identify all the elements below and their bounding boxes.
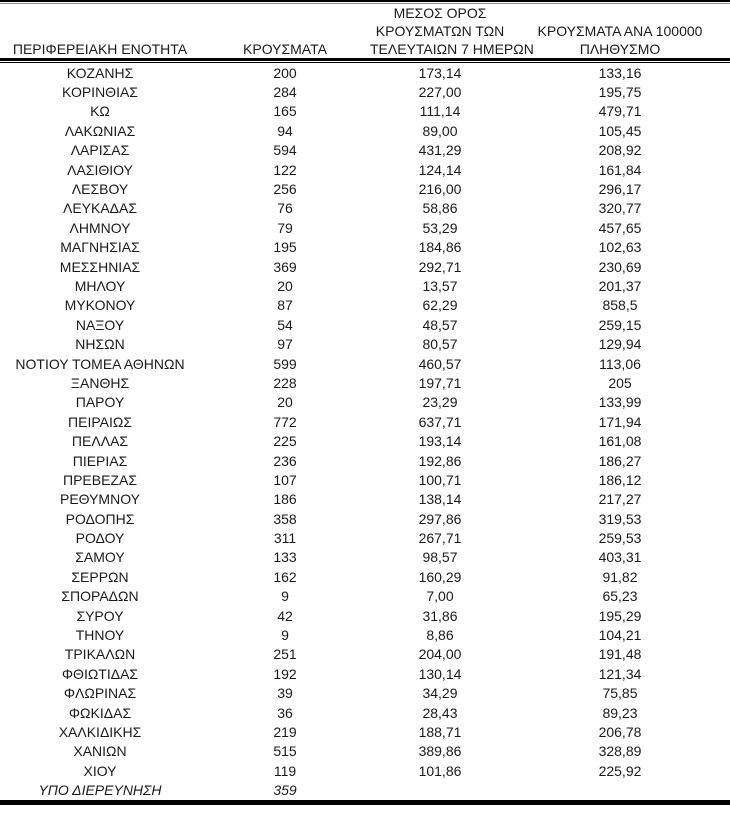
region-cell: ΧΑΛΚΙΔΙΚΗΣ [58,723,142,740]
region-cell: ΝΟΤΙΟΥ ΤΟΜΕΑ ΑΘΗΝΩΝ [15,355,185,372]
cases-cell: 772 [273,413,297,430]
per100k-cell: 186,27 [598,452,642,469]
cases-cell: 165 [273,103,297,120]
region-cell: ΠΕΛΛΑΣ [71,433,129,450]
header-avg-7day-line2: ΚΡΟΥΣΜΑΤΩΝ ΤΩΝ [375,23,505,39]
avg7-cell: 124,14 [418,161,462,178]
cases-cell: 599 [273,355,297,372]
per100k-cell: 91,82 [602,568,638,585]
region-cell: ΤΡΙΚΑΛΩΝ [64,646,136,663]
table-row [0,664,730,683]
per100k-cell: 89,23 [602,704,638,721]
avg7-cell: 216,00 [418,181,462,198]
avg7-cell: 28,43 [422,704,458,721]
table-row [0,587,730,606]
cases-cell: 251 [273,646,297,663]
per100k-cell: 208,92 [598,142,642,159]
cases-cell: 9 [281,627,289,644]
avg7-cell: 193,14 [418,433,462,450]
region-cell: ΜΑΓΝΗΣΙΑΣ [60,239,140,256]
table-row [0,742,730,761]
table-bottom-border [0,800,730,805]
avg7-cell: 100,71 [418,471,462,488]
region-cell: ΛΕΣΒΟΥ [71,181,129,198]
table-body [0,63,730,800]
per100k-cell: 259,15 [598,316,642,333]
avg7-cell: 62,29 [422,297,458,314]
header-per-100k-line1: ΚΡΟΥΣΜΑΤΑ ΑΝΑ 100000 [537,23,703,39]
per100k-cell: 403,31 [598,549,642,566]
cases-cell: 9 [281,588,289,605]
cases-cell: 311 [273,530,297,547]
table-row [0,276,730,295]
table-row [0,761,730,780]
per100k-cell: 296,17 [598,181,642,198]
table-row [0,567,730,586]
header-per-100k [510,22,730,59]
cases-cell: 359 [273,782,297,799]
per100k-cell: 205 [608,374,632,391]
cases-cell: 162 [273,568,297,585]
avg7-cell: 130,14 [418,665,462,682]
region-cell: ΚΟΖΑΝΗΣ [66,64,134,81]
region-cell: ΛΕΥΚΑΔΑΣ [62,200,138,217]
table-row [0,412,730,431]
per100k-cell: 133,16 [598,64,642,81]
table-row [0,606,730,625]
table-row [0,354,730,373]
cases-cell: 42 [277,607,293,624]
per100k-cell: 102,63 [598,239,642,256]
cases-cell: 87 [277,297,293,314]
cases-cell: 236 [273,452,297,469]
cases-cell: 284 [273,84,297,101]
table-row [0,625,730,644]
per100k-cell: 206,78 [598,723,642,740]
table-row [0,141,730,160]
per100k-cell: 195,75 [598,84,642,101]
per100k-cell: 328,89 [598,743,642,760]
per100k-cell: 129,94 [598,336,642,353]
region-cell: ΠΡΕΒΕΖΑΣ [62,471,137,488]
region-cell: ΛΑΡΙΣΑΣ [70,142,130,159]
header-avg-7day-line3: ΤΕΛΕΥΤΑΙΩΝ 7 ΗΜΕΡΩΝ [370,41,534,57]
region-cell: ΠΙΕΡΙΑΣ [72,452,128,469]
region-cell: ΝΑΞΟΥ [75,316,125,333]
avg7-cell: 138,14 [418,491,462,508]
per100k-cell: 105,45 [598,122,642,139]
cases-cell: 195 [273,239,297,256]
region-cell: ΡΟΔΟΠΗΣ [65,510,135,527]
region-cell: ΛΑΚΩΝΙΑΣ [64,122,136,139]
region-cell: ΤΗΝΟΥ [75,627,125,644]
per100k-cell: 259,53 [598,530,642,547]
cases-cell: 119 [273,762,297,779]
avg7-cell: 637,71 [418,413,462,430]
cases-cell: 20 [277,394,293,411]
header-cases: ΚΡΟΥΣΜΑΤΑ [243,41,327,57]
region-cell: ΠΕΙΡΑΙΩΣ [68,413,132,430]
region-cell: ΡΟΔΟΥ [75,530,125,547]
header-regional-unit: ΠΕΡΙΦΕΡΕΙΑΚΗ ΕΝΟΤΗΤΑ [12,41,188,57]
cases-cell: 97 [277,336,293,353]
table-row [0,548,730,567]
region-cell: ΜΕΣΣΗΝΙΑΣ [59,258,141,275]
cases-cell: 76 [277,200,293,217]
cases-cell: 107 [273,471,297,488]
avg7-cell: 89,00 [422,122,458,139]
region-cell: ΠΑΡΟΥ [75,394,125,411]
cases-cell: 594 [273,142,297,159]
avg7-cell: 188,71 [418,723,462,740]
table-row [0,179,730,198]
table-row [0,373,730,392]
avg7-cell: 23,29 [422,394,458,411]
cases-cell: 122 [273,161,297,178]
table-row [0,451,730,470]
cases-cell: 358 [273,510,297,527]
table-row [0,63,730,82]
header-avg-7day-line1: ΜΕΣΟΣ ΟΡΟΣ [393,5,487,21]
region-cell: ΣΥΡΟΥ [76,607,124,624]
avg7-cell: 227,00 [418,84,462,101]
table-row [0,257,730,276]
table-row [0,121,730,140]
cases-cell: 369 [273,258,297,275]
region-cell: ΣΑΜΟΥ [75,549,125,566]
table-row [0,780,730,799]
cases-cell: 94 [277,122,293,139]
per100k-cell: 217,27 [598,491,642,508]
cases-cell: 256 [273,181,297,198]
per100k-cell: 104,21 [598,627,642,644]
avg7-cell: 98,57 [422,549,458,566]
avg7-cell: 13,57 [422,277,458,294]
table-row [0,509,730,528]
cases-cell: 133 [273,549,297,566]
region-cell: ΛΗΜΝΟΥ [69,219,131,236]
cases-cell: 219 [273,723,297,740]
table-row [0,296,730,315]
avg7-cell: 292,71 [418,258,462,275]
table-row [0,645,730,664]
avg7-cell: 53,29 [422,219,458,236]
table-row [0,431,730,450]
region-cell: ΚΟΡΙΝΘΙΑΣ [62,84,138,101]
per100k-cell: 121,34 [598,665,642,682]
per100k-cell: 65,23 [602,588,638,605]
cases-cell: 186 [273,491,297,508]
table-row [0,160,730,179]
table-row [0,238,730,257]
per100k-cell: 858,5 [602,297,638,314]
per100k-cell: 186,12 [598,471,642,488]
per100k-cell: 191,48 [598,646,642,663]
per100k-cell: 230,69 [598,258,642,275]
region-cell: ΣΕΡΡΩΝ [71,568,129,585]
region-cell: ΝΗΣΩΝ [75,336,125,353]
avg7-cell: 111,14 [419,103,461,120]
per100k-cell: 479,71 [598,103,642,120]
region-cell: ΚΩ [90,103,110,120]
region-cell: ΣΠΟΡΑΔΩΝ [61,588,139,605]
cases-cell: 515 [273,743,297,760]
cases-cell: 79 [277,219,293,236]
avg7-cell: 80,57 [422,336,458,353]
table-row [0,470,730,489]
per100k-cell: 133,99 [598,394,642,411]
avg7-cell: 101,86 [418,762,462,779]
cases-cell: 225 [273,433,297,450]
table-row [0,82,730,101]
per100k-cell: 457,65 [598,219,642,236]
per100k-cell: 171,94 [598,413,642,430]
per100k-cell: 319,53 [598,510,642,527]
per100k-cell: 320,77 [598,200,642,217]
avg7-cell: 184,86 [418,239,462,256]
per100k-cell: 161,08 [598,433,642,450]
per100k-cell: 195,29 [598,607,642,624]
header-avg-7day [370,4,534,59]
table-row [0,703,730,722]
region-cell: ΧΙΟΥ [83,762,117,779]
table-row [0,393,730,412]
cases-cell: 54 [277,316,293,333]
region-cell: ΜΗΛΟΥ [74,277,126,294]
per100k-cell: 161,84 [598,161,642,178]
per100k-cell: 225,92 [598,762,642,779]
avg7-cell: 7,00 [426,588,454,605]
avg7-cell: 58,86 [422,200,458,217]
avg7-cell: 48,57 [422,316,458,333]
table-row [0,199,730,218]
region-cell: ΛΑΣΙΘΙΟΥ [67,161,133,178]
cases-cell: 36 [277,704,293,721]
region-cell: ΡΕΘΥΜΝΟΥ [59,491,140,508]
table-row [0,102,730,121]
avg7-cell: 460,57 [418,355,462,372]
table-row [0,218,730,237]
avg7-cell: 34,29 [422,685,458,702]
table-header-row [0,4,730,58]
region-cell: ΜΥΚΟΝΟΥ [64,297,136,314]
region-cell: ΦΘΙΩΤΙΔΑΣ [61,665,139,682]
avg7-cell: 192,86 [418,452,462,469]
cases-cell: 20 [277,277,293,294]
header-per-100k-line2: ΠΛΗΘΥΣΜΟ [579,41,661,57]
per100k-cell: 113,06 [599,355,641,372]
cases-cell: 39 [277,685,293,702]
avg7-cell: 31,86 [422,607,458,624]
per100k-cell: 75,85 [602,685,638,702]
avg7-cell: 431,29 [418,142,462,159]
per100k-cell: 201,37 [598,277,642,294]
avg7-cell: 173,14 [418,64,462,81]
table-row [0,334,730,353]
avg7-cell: 297,86 [418,510,462,527]
avg7-cell: 160,29 [418,568,462,585]
table-row [0,490,730,509]
region-cell: ΦΛΩΡΙΝΑΣ [63,685,137,702]
avg7-cell: 267,71 [418,530,462,547]
table-row [0,684,730,703]
cases-cell: 192 [273,665,297,682]
region-cell: ΦΩΚΙΔΑΣ [68,704,132,721]
table-row [0,315,730,334]
avg7-cell: 204,00 [418,646,462,663]
region-cell: ΧΑΝΙΩΝ [73,743,127,760]
cases-cell: 200 [273,64,297,81]
region-cell: ΥΠΟ ΔΙΕΡΕΥΝΗΣΗ [38,782,162,799]
cases-cell: 228 [273,374,297,391]
avg7-cell: 389,86 [418,743,462,760]
table-row [0,528,730,547]
avg7-cell: 8,86 [426,627,454,644]
avg7-cell: 197,71 [418,374,462,391]
table-row [0,722,730,741]
region-cell: ΞΑΝΘΗΣ [70,374,130,391]
